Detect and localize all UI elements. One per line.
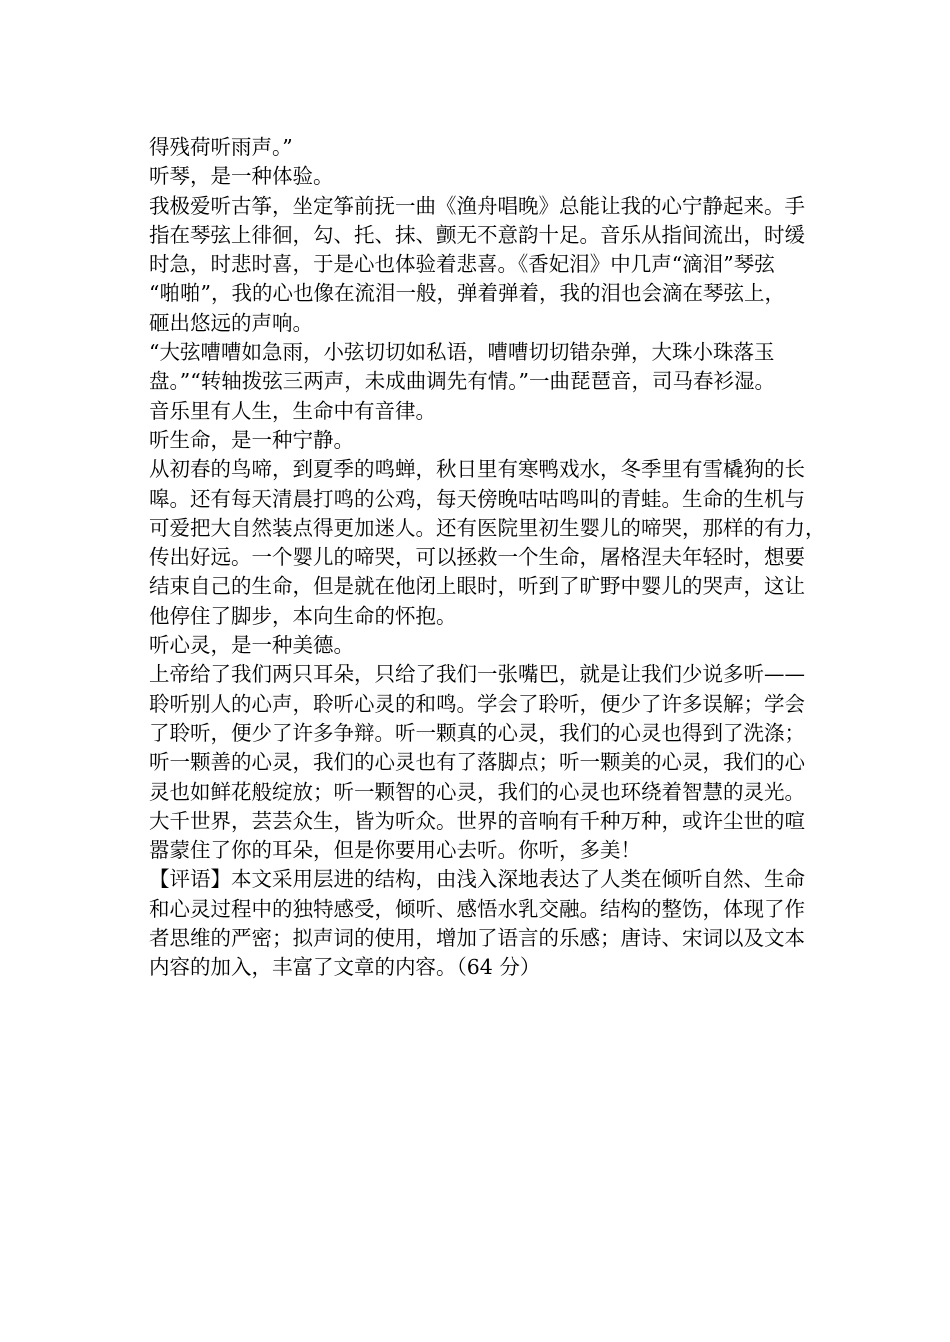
paragraph-conclusion: 大千世界，芸芸众生，皆为听众。世界的音响有千种万种，或许尘世的喧 嚣蒙住了你的耳朵，但是你要用心去听。你听，多美！ <box>149 808 805 863</box>
document-body <box>149 133 869 983</box>
paragraph-commentary: 【评语】本文采用层进的结构，由浅入深地表达了人类在倾听自然、生命 和心灵过程中的独特感受，倾听、感悟水乳交融。结构的整饬，体现了作 者思维的严密；拟声词的使用，增加了语言的乐感；唐诗、宋词以及文本 内容的加入，丰富了文章的内容。（64 分） <box>149 867 805 980</box>
paragraph-pipa: “大弦嘈嘈如急雨，小弦切切如私语，嘈嘈切切错杂弹，大珠小珠落玉 盘。”“转轴拨弦三两声，未成曲调先有情。”一曲琵琶音，司马春衫湿。 音乐里有人生，生命中有音律。 <box>149 340 775 423</box>
paragraph-continuation: 得残荷听雨声。” <box>149 135 293 159</box>
heading-listen-life: 听生命，是一种宁静。 <box>149 427 354 452</box>
paragraph-guzheng: 我极爱听古筝，坐定筝前抚一曲《渔舟唱晚》总能让我的心宁静起来。手 指在琴弦上徘徊，勾、托、抹、颤无不意韵十足。音乐从指间流出，时缓 时急，时悲时喜，于是心也体验着悲喜。《香妃泪》中几声“滴泪”琴弦 “啪啪”，我的心也像在流泪一般，弹着弹着，我的泪也会滴在琴弦上， 砸出悠远的声响。 <box>149 193 805 335</box>
paragraph-heart: 上帝给了我们两只耳朵，只给了我们一张嘴巴，就是让我们少说多听—— 聆听别人的心声，聆听心灵的和鸣。学会了聆听，便少了许多误解；学会 了聆听，便少了许多争辩。听一颗真的心灵，我们的心灵也得到了洗涤； 听一颗善的心灵，我们的心灵也有了落脚点；听一颗美的心灵，我们的心 灵也如鲜花般绽放；听一颗智的心灵，我们的心灵也环绕着智慧的灵光。 <box>149 662 805 804</box>
paragraph-life: 从初春的鸟啼，到夏季的鸣蝉，秋日里有寒鸭戏水，冬季里有雪橇狗的长 嗥。还有每天清晨打鸣的公鸡，每天傍晚咕咕鸣叫的青蛙。生命的生机与 可爱把大自然装点得更加迷人。还有医院里初生婴儿的啼哭，那样的有力， 传出好远。一个婴儿的啼哭，可以拯救一个生命，屠格涅夫年轻时，想要 结束自己的生命，但是就在他闭上眼时，听到了旷野中婴儿的哭声，这让 他停住了脚步，本向生命的怀抱。 <box>149 457 826 628</box>
heading-listen-heart: 听心灵，是一种美德。 <box>149 633 354 658</box>
heading-listen-qin: 听琴，是一种体验。 <box>149 164 334 189</box>
